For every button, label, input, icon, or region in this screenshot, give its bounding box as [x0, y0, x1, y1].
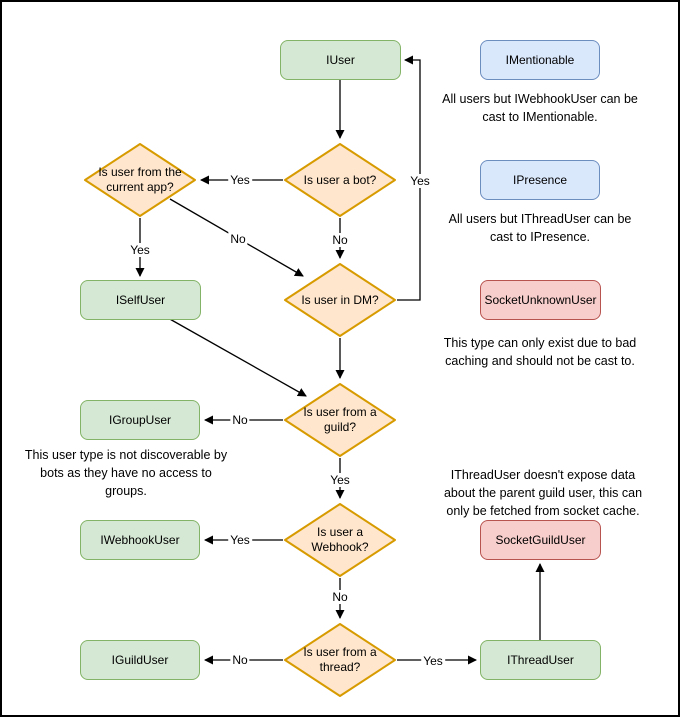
node-label: SocketGuildUser	[495, 532, 586, 547]
note-line: about the parent guild user, this can	[443, 486, 643, 500]
note-line: This user type is not discoverable by	[24, 448, 228, 462]
node-igroupuser	[80, 400, 200, 440]
node-imentionable	[480, 40, 600, 80]
node-label: ISelfUser	[115, 292, 166, 307]
ipresence-note	[430, 210, 650, 246]
decision-is-user-in-dm	[283, 262, 397, 338]
node-ithreaduser	[480, 640, 601, 680]
node-iguilduser	[80, 640, 200, 680]
edge-label: Yes	[423, 654, 443, 668]
edge-label: No	[332, 233, 348, 247]
note-line: groups.	[105, 484, 147, 498]
edge-label: No	[232, 653, 248, 667]
note-line: All users but IWebhookUser can be	[442, 92, 638, 106]
edge-label: Yes	[230, 173, 250, 187]
note-line: caching and should not be cast to.	[445, 354, 635, 368]
edge-label: No	[230, 232, 246, 246]
socketunknownuser-note	[425, 334, 655, 370]
node-label: Is user a bot?	[303, 172, 377, 187]
note-line: IThreadUser doesn't expose data	[450, 468, 636, 482]
node-label: Is user a Webhook?	[311, 525, 369, 554]
edge-label: No	[232, 413, 248, 427]
edge-label: Yes	[330, 473, 350, 487]
note-line: This type can only exist due to bad	[443, 336, 637, 350]
node-label: IMentionable	[505, 52, 575, 67]
note-line: All users but IThreadUser can be	[448, 212, 632, 226]
node-iuser	[280, 40, 401, 80]
node-label: IThreadUser	[507, 652, 574, 667]
node-label: IGroupUser	[108, 412, 172, 427]
node-socketguilduser	[480, 520, 601, 560]
edge-label: Yes	[130, 243, 150, 257]
node-label: Is user from the current app?	[98, 165, 182, 194]
imentionable-note	[430, 90, 650, 126]
note-line: cast to IPresence.	[489, 230, 591, 244]
edge-label: Yes	[230, 533, 250, 547]
node-label: IGuildUser	[111, 652, 169, 667]
node-label: IWebhookUser	[100, 532, 180, 547]
edge-label: Yes	[410, 174, 430, 188]
node-iwebhookuser	[80, 520, 200, 560]
node-label: Is user in DM?	[301, 292, 379, 307]
node-label: Is user from a thread?	[303, 645, 377, 674]
note-line: bots as they have no access to	[40, 466, 212, 480]
edge-label: No	[332, 590, 348, 604]
node-label: SocketUnknownUser	[484, 292, 597, 307]
decision-is-user-a-bot	[283, 142, 397, 218]
decision-is-user-a-webhook	[283, 502, 397, 578]
ithreaduser-note	[431, 466, 655, 520]
decision-is-user-from-current-app	[83, 142, 197, 218]
node-socketunknownuser	[480, 280, 601, 320]
node-label: IUser	[326, 52, 355, 67]
node-label: IPresence	[512, 172, 568, 187]
node-label: Is user from a guild?	[303, 405, 377, 434]
decision-is-user-from-thread	[283, 622, 397, 698]
node-ipresence	[480, 160, 600, 200]
note-line: cast to IMentionable.	[482, 110, 598, 124]
note-line: only be fetched from socket cache.	[446, 504, 640, 518]
node-iselfuser	[80, 280, 201, 320]
igroupuser-note	[6, 446, 246, 500]
decision-is-user-from-guild	[283, 382, 397, 458]
